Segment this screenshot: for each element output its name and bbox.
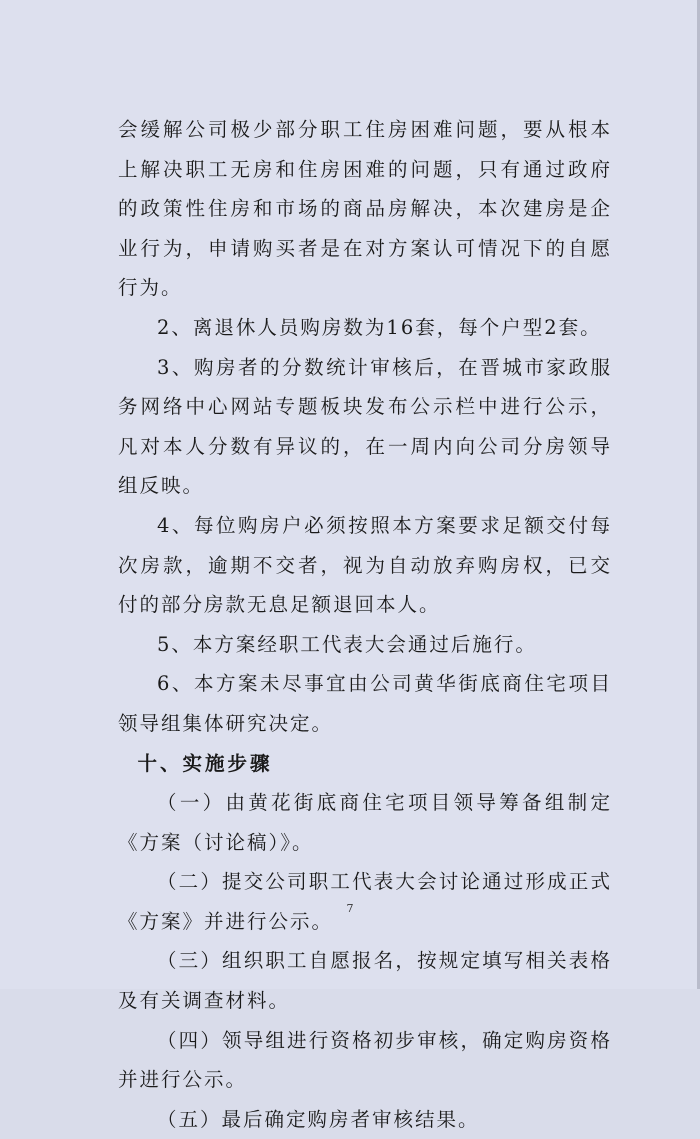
section-heading: 十、实施步骤 xyxy=(137,751,273,775)
paragraph-item-3: 3、购房者的分数统计审核后，在晋城市家政服务网络中心网站专题板块发布公示栏中进行公示，凡对本人分数有异议的，在一周内向公司分房领导组反映。 xyxy=(118,355,612,498)
step-1: （一）由黄花街底商住宅项目领导筹备组制定《方案（讨论稿）》。 xyxy=(118,791,612,854)
step-2: （二）提交公司职工代表大会讨论通过形成正式《方案》并进行公示。 xyxy=(118,870,612,933)
step-5: （五）最后确定购房者审核结果。 xyxy=(157,1107,480,1131)
step-3: （三）组织职工自愿报名，按规定填写相关表格及有关调查材料。 xyxy=(118,949,612,1013)
paragraph-item-6: 6、本方案未尽事宜由公司黄华街底商住宅项目领导组集体研究决定。 xyxy=(118,672,612,735)
paragraph-item-5: 5、本方案经职工代表大会通过后施行。 xyxy=(157,632,537,656)
paragraph-item-2: 2、离退休人员购房数为16套，每个户型2套。 xyxy=(157,315,602,339)
document-body xyxy=(118,110,612,1139)
paragraph-item-4: 4、每位购房户必须按照本方案要求足额交付每次房款，逾期不交者，视为自动放弃购房权，已交付的部分房款无息足额退回本人。 xyxy=(118,513,612,617)
step-4: （四）领导组进行资格初步审核，确定购房资格并进行公示。 xyxy=(118,1028,612,1092)
paragraph-continuation: 会缓解公司极少部分职工住房困难问题，要从根本上解决职工无房和住房困难的问题，只有通过政府的政策性住房和市场的商品房解决，本次建房是企业行为，申请购买者是在对方案认可情况下的自愿行为。 xyxy=(118,118,612,300)
page-number: 7 xyxy=(346,902,354,915)
